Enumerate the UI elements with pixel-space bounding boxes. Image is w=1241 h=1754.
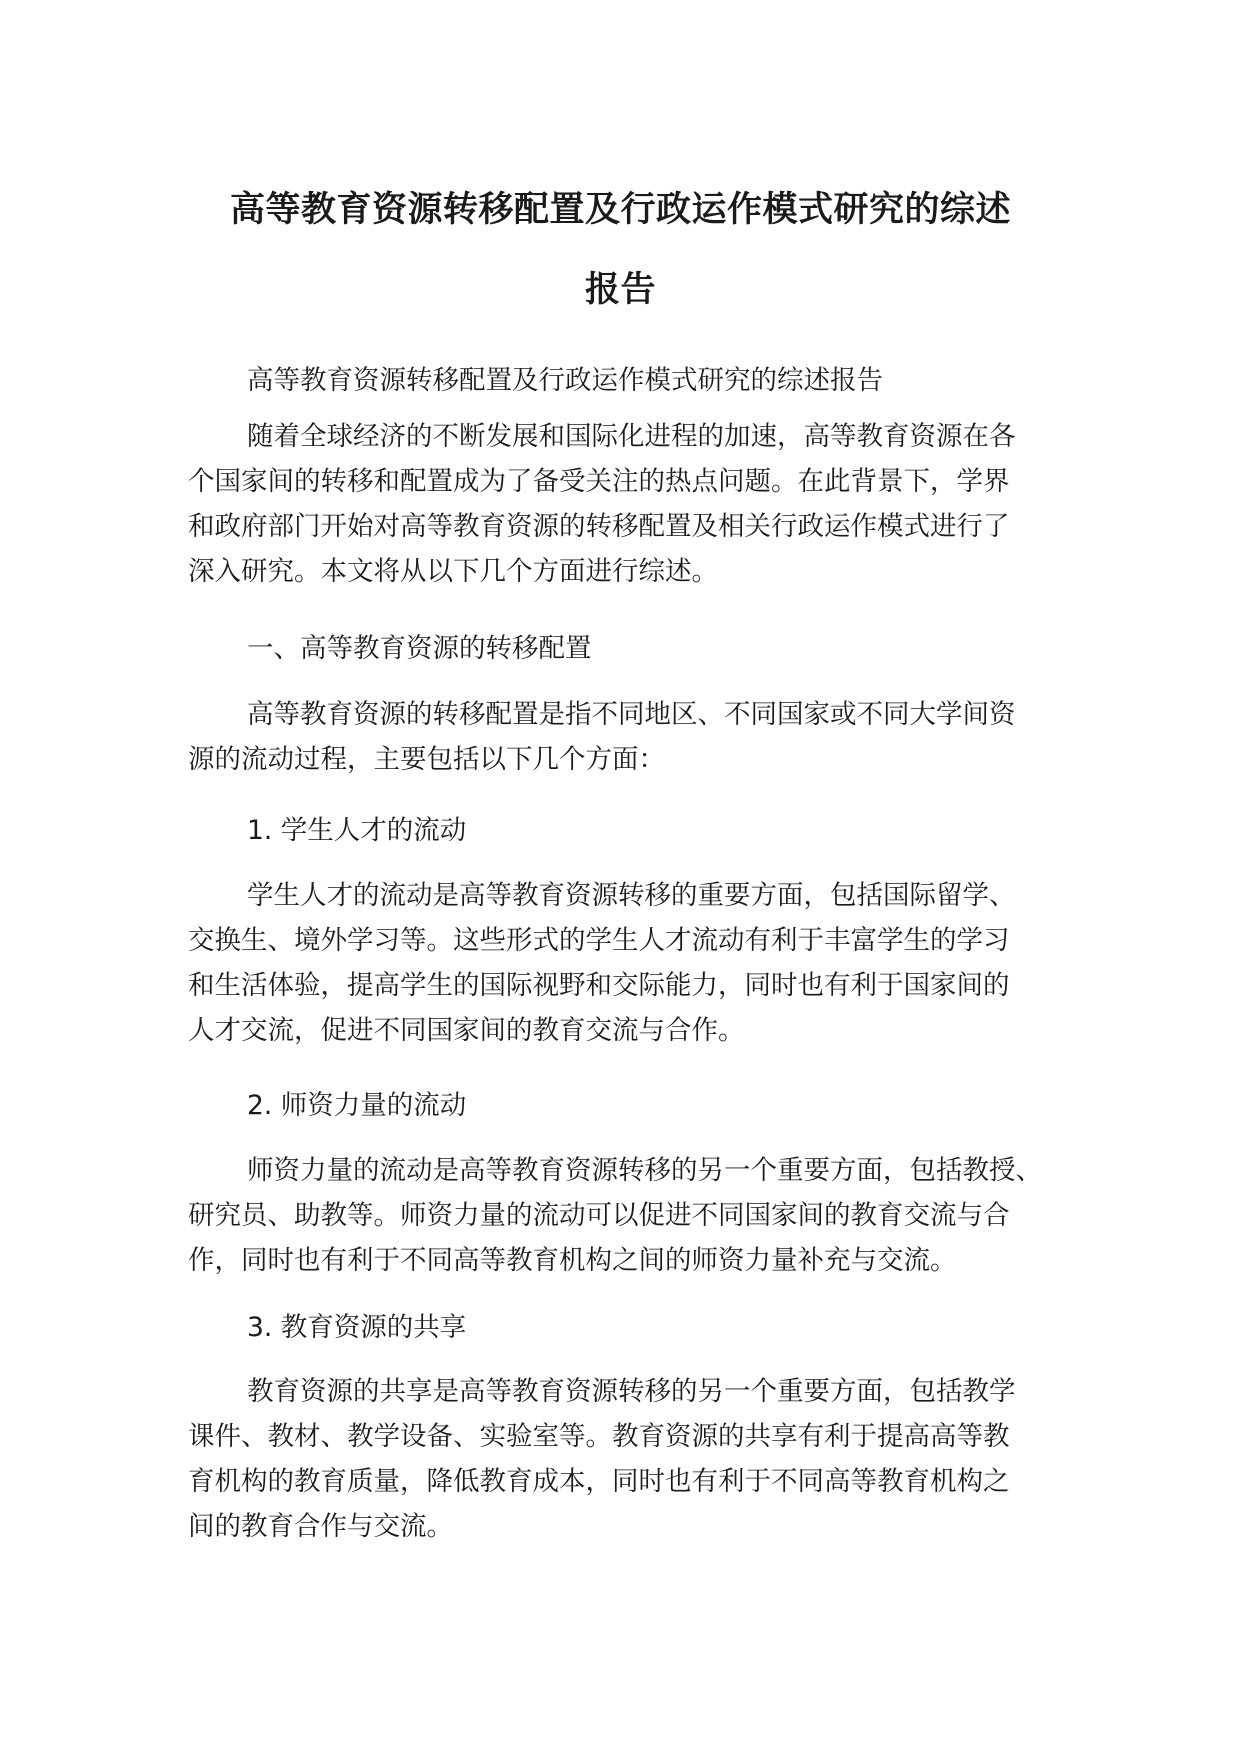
- text-line: 师资力量的流动是高等教育资源转移的另一个重要方面，包括教授、: [247, 1155, 1042, 1186]
- text-line: 个国家间的转移和配置成为了备受关注的热点问题。在此背景下，学界: [188, 466, 1010, 497]
- intro-paragraph: [188, 414, 1068, 594]
- text-line: 3. 教育资源的共享: [247, 1312, 467, 1343]
- text-line: 2. 师资力量的流动: [247, 1090, 467, 1121]
- text-line: 人才交流，促进不同国家间的教育交流与合作。: [188, 1015, 745, 1046]
- document-title-line-2: 报告: [584, 270, 656, 310]
- text-line: 和生活体验，提高学生的国际视野和交际能力，同时也有利于国家间的: [188, 970, 1010, 1001]
- text-line: 深入研究。本文将从以下几个方面进行综述。: [188, 556, 718, 587]
- text-line: 1. 学生人才的流动: [247, 815, 467, 846]
- text-line: 一、高等教育资源的转移配置: [247, 633, 592, 664]
- subtitle-paragraph: [188, 358, 1068, 403]
- document-title-line-1: 高等教育资源转移配置及行政运作模式研究的综述: [229, 190, 1011, 230]
- text-line: 教育资源的共享是高等教育资源转移的另一个重要方面，包括教学: [247, 1376, 1016, 1407]
- subsection-3-paragraph: [188, 1369, 1068, 1549]
- subsection-1-paragraph: [188, 873, 1068, 1053]
- section-1-paragraph: [188, 692, 1068, 782]
- subheading-2: [188, 1083, 1068, 1128]
- text-line: 间的教育合作与交流。: [188, 1511, 453, 1542]
- text-line: 交换生、境外学习等。这些形式的学生人才流动有利于丰富学生的学习: [188, 925, 1010, 956]
- text-line: 研究员、助教等。师资力量的流动可以促进不同国家间的教育交流与合: [188, 1200, 1010, 1231]
- text-line: 高等教育资源的转移配置是指不同地区、不同国家或不同大学间资: [247, 699, 1016, 730]
- text-line: 育机构的教育质量，降低教育成本，同时也有利于不同高等教育机构之: [188, 1466, 1010, 1497]
- text-line: 课件、教材、教学设备、实验室等。教育资源的共享有利于提高高等教: [188, 1421, 1010, 1452]
- subsection-2-paragraph: [188, 1148, 1068, 1283]
- text-line: 随着全球经济的不断发展和国际化进程的加速，高等教育资源在各: [247, 421, 1016, 452]
- subheading-3: [188, 1305, 1068, 1350]
- text-line: 学生人才的流动是高等教育资源转移的重要方面，包括国际留学、: [247, 880, 1016, 911]
- text-line: 源的流动过程，主要包括以下几个方面：: [188, 744, 665, 775]
- text-line: 作，同时也有利于不同高等教育机构之间的师资力量补充与交流。: [188, 1245, 957, 1276]
- text-line: 高等教育资源转移配置及行政运作模式研究的综述报告: [247, 365, 883, 396]
- section-heading-1: [188, 626, 1068, 671]
- subheading-1: [188, 808, 1068, 853]
- text-line: 和政府部门开始对高等教育资源的转移配置及相关行政运作模式进行了: [188, 511, 1010, 542]
